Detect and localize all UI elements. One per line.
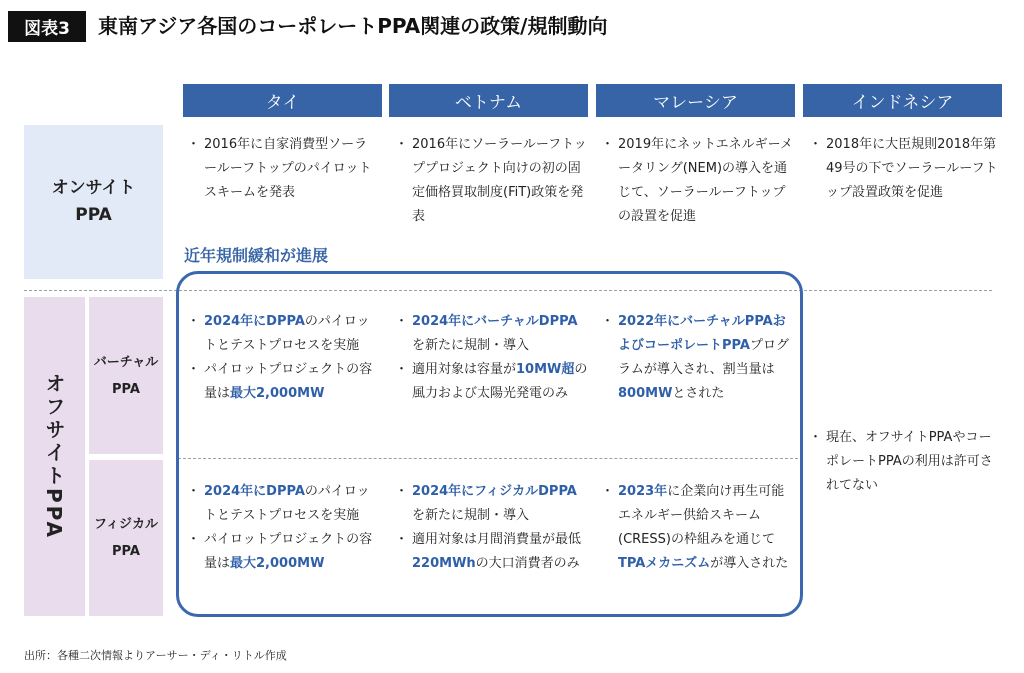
virtual-thailand-bullet2 bbox=[190, 358, 380, 406]
physical-vietnam-bullet1 bbox=[398, 480, 588, 528]
cell-onsite-vietnam bbox=[398, 133, 588, 229]
cell-virtual-malaysia bbox=[604, 310, 794, 406]
cell-onsite-thailand bbox=[190, 133, 380, 205]
cell-physical-malaysia bbox=[604, 480, 794, 576]
physical-label-line2: PPA bbox=[112, 544, 140, 559]
virtual-vietnam-bullet2 bbox=[398, 358, 588, 406]
virtual-vietnam-b1-text: を新たに規制・導入 bbox=[412, 338, 530, 353]
figure-tag: 図表3 bbox=[8, 11, 86, 42]
physical-malaysia-b1-highlight: 2023年 bbox=[618, 484, 668, 499]
virtual-vietnam-b2-pre: 適用対象は容量が bbox=[412, 362, 517, 377]
onsite-label-line1: オンサイト bbox=[51, 178, 136, 198]
onsite-vietnam-text: ・ 2016年にソーラールーフトッププロジェクト向けの初の固定価格買取制度(FiT)政策を発表 bbox=[398, 133, 588, 229]
col-header-thailand: タイ bbox=[183, 84, 382, 117]
virtual-label-line1: バーチャル bbox=[93, 354, 159, 370]
virtual-thailand-bullet1 bbox=[190, 310, 380, 358]
cell-physical-thailand bbox=[190, 480, 380, 576]
offsite-indonesia-text: ・ 現在、オフサイトPPAやコーポレートPPAの利用は許可されてない bbox=[812, 426, 1002, 498]
physical-vietnam-bullet2 bbox=[398, 528, 588, 576]
cell-onsite-indonesia bbox=[812, 133, 1002, 205]
regulatory-relaxation-label: 近年規制緩和が進展 bbox=[184, 246, 329, 265]
source-note: 出所：各種二次情報よりアーサー・ディ・リトル作成 bbox=[24, 649, 287, 662]
col-header-vietnam: ベトナム bbox=[389, 84, 588, 117]
offsite-label: オフサイトPPA bbox=[42, 373, 66, 540]
virtual-vietnam-b1-highlight: 2024年にバーチャルDPPA bbox=[412, 314, 578, 329]
physical-thailand-b2-text: パイロットプロジェクトの容量は bbox=[204, 532, 373, 571]
col-header-malaysia: マレーシア bbox=[596, 84, 795, 117]
cell-virtual-vietnam bbox=[398, 310, 588, 406]
physical-vietnam-b1-highlight: 2024年にフィジカルDPPA bbox=[412, 484, 577, 499]
cell-physical-vietnam bbox=[398, 480, 588, 576]
physical-thailand-b2-highlight: 最大2,000MW bbox=[230, 556, 325, 571]
col-header-indonesia: インドネシア bbox=[803, 84, 1002, 117]
physical-thailand-bullet1 bbox=[190, 480, 380, 528]
physical-malaysia-b1-post: が導入された bbox=[710, 556, 789, 571]
physical-vietnam-b2-highlight: 220MWh bbox=[412, 556, 476, 571]
physical-malaysia-b1-text: に企業向け再生可能エネルギー供給スキーム(CRESS)の枠組みを通じて bbox=[618, 484, 785, 547]
physical-vietnam-b1-text: を新たに規制・導入 bbox=[412, 508, 530, 523]
onsite-label-line2: PPA bbox=[75, 205, 112, 225]
physical-label-line1: フィジカル bbox=[94, 517, 158, 532]
virtual-thailand-b2-highlight: 最大2,000MW bbox=[230, 386, 325, 401]
physical-thailand-b1-text: のパイロットとテストプロセスを実施 bbox=[204, 484, 370, 523]
virtual-label-line2: PPA bbox=[112, 381, 140, 397]
physical-malaysia-bullet1 bbox=[604, 480, 794, 576]
virtual-malaysia-bullet1 bbox=[604, 310, 794, 406]
onsite-indonesia-text: ・ 2018年に大臣規則2018年第49号の下でソーラールーフトップ設置政策を促進 bbox=[812, 133, 1002, 205]
virtual-vietnam-b2-highlight: 10MW超 bbox=[516, 362, 575, 377]
virtual-malaysia-b1-text: プログラムが導入され、割当量は bbox=[618, 338, 789, 377]
virtual-vietnam-bullet1 bbox=[398, 310, 588, 358]
row-label-physical-ppa bbox=[89, 460, 163, 616]
row-label-offsite-ppa bbox=[24, 297, 85, 616]
virtual-malaysia-b1-highlight: 2022年にバーチャルPPAおよびコーポレートPPA bbox=[618, 314, 786, 353]
cell-onsite-malaysia bbox=[604, 133, 794, 229]
virtual-thailand-b2-text: パイロットプロジェクトの容量は bbox=[204, 362, 373, 401]
figure-title: 東南アジア各国のコーポレートPPA関連の政策/規制動向 bbox=[98, 14, 608, 38]
virtual-malaysia-b1-post: とされた bbox=[672, 386, 725, 401]
row-label-virtual-ppa bbox=[89, 297, 163, 454]
onsite-malaysia-text: ・ 2019年にネットエネルギーメータリング(NEM)の導入を通じて、ソーラールーフトップの設置を促進 bbox=[604, 133, 794, 229]
row-label-onsite-ppa bbox=[24, 125, 163, 279]
virtual-vietnam-b2-post: の風力および太陽光発電のみ bbox=[412, 362, 588, 401]
cell-virtual-thailand bbox=[190, 310, 380, 406]
cell-offsite-indonesia bbox=[812, 426, 1002, 498]
virtual-thailand-b1-text: のパイロットとテストプロセスを実施 bbox=[204, 314, 370, 353]
virtual-malaysia-b1-highlight2: 800MW bbox=[618, 386, 673, 401]
onsite-thailand-text: ・ 2016年に自家消費型ソーラールーフトップのパイロットスキームを発表 bbox=[190, 133, 380, 205]
physical-malaysia-b1-highlight2: TPAメカニズム bbox=[618, 556, 711, 571]
physical-thailand-b1-highlight: 2024年にDPPA bbox=[204, 484, 305, 499]
physical-vietnam-b2-pre: 適用対象は月間消費量が最低 bbox=[412, 532, 582, 547]
physical-thailand-bullet2 bbox=[190, 528, 380, 576]
physical-vietnam-b2-post: の大口消費者のみ bbox=[475, 556, 580, 571]
virtual-thailand-b1-highlight: 2024年にDPPA bbox=[204, 314, 305, 329]
